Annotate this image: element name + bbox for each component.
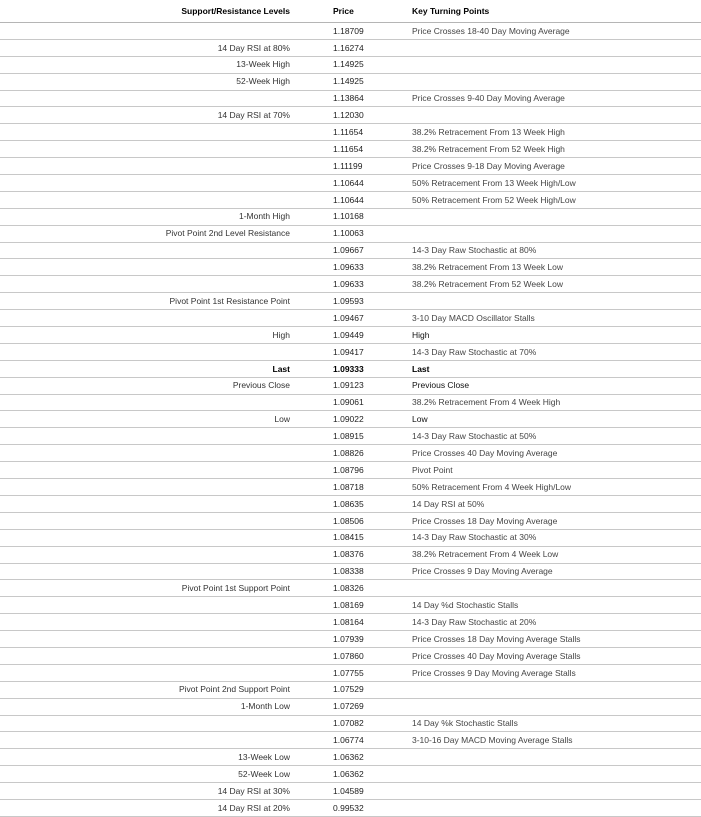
spacer-cell: [300, 327, 333, 344]
level-cell: [0, 428, 300, 445]
table-row: [0, 631, 701, 648]
turning-point-cell: Price Crosses 9-40 Day Moving Average: [412, 90, 701, 107]
turning-point-cell: Price Crosses 18 Day Moving Average: [412, 512, 701, 529]
level-cell: 1-Month High: [0, 208, 300, 225]
price-cell: 1.09417: [333, 343, 377, 360]
level-cell: 52-Week High: [0, 73, 300, 90]
level-cell: Pivot Point 2nd Support Point: [0, 681, 300, 698]
level-cell: 14 Day RSI at 20%: [0, 799, 300, 816]
table-row: [0, 732, 701, 749]
turning-points-column-header: Key Turning Points: [412, 0, 701, 23]
level-cell: Previous Close: [0, 377, 300, 394]
spacer-cell: [377, 225, 412, 242]
turning-point-cell: 38.2% Retracement From 4 Week Low: [412, 546, 701, 563]
level-cell: 13-Week Low: [0, 749, 300, 766]
price-cell: 1.09449: [333, 327, 377, 344]
spacer-cell: [300, 647, 333, 664]
spacer-cell: [300, 799, 333, 816]
price-cell: 0.99532: [333, 799, 377, 816]
spacer-cell: [300, 766, 333, 783]
table-row: [0, 664, 701, 681]
spacer-cell: [377, 310, 412, 327]
spacer-cell: [377, 377, 412, 394]
table-row: [0, 327, 701, 344]
table-row: [0, 681, 701, 698]
spacer-cell: [300, 158, 333, 175]
level-cell: 13-Week High: [0, 56, 300, 73]
spacer-cell: [300, 495, 333, 512]
table-row: [0, 124, 701, 141]
level-cell: Pivot Point 1st Support Point: [0, 580, 300, 597]
table-row: [0, 343, 701, 360]
level-cell: Pivot Point 2nd Level Resistance: [0, 225, 300, 242]
price-cell: 1.09633: [333, 259, 377, 276]
price-cell: 1.07860: [333, 647, 377, 664]
spacer-cell: [300, 191, 333, 208]
table-row: [0, 580, 701, 597]
table-row: [0, 411, 701, 428]
turning-point-cell: High: [412, 327, 701, 344]
spacer-cell: [300, 681, 333, 698]
spacer-cell: [300, 141, 333, 158]
spacer-cell: [300, 698, 333, 715]
level-cell: 14 Day RSI at 30%: [0, 783, 300, 800]
spacer-cell: [377, 445, 412, 462]
table-row: [0, 141, 701, 158]
spacer-cell: [300, 259, 333, 276]
level-cell: [0, 394, 300, 411]
price-cell: 1.06362: [333, 749, 377, 766]
table-row: [0, 242, 701, 259]
spacer-cell: [300, 293, 333, 310]
price-cell: 1.08915: [333, 428, 377, 445]
table-row: [0, 90, 701, 107]
table-row: [0, 394, 701, 411]
table-row: [0, 191, 701, 208]
spacer-cell: [300, 56, 333, 73]
table-body: [0, 23, 701, 817]
spacer-cell: [377, 715, 412, 732]
spacer-cell: [377, 124, 412, 141]
price-cell: 1.09633: [333, 276, 377, 293]
price-cell: 1.08169: [333, 597, 377, 614]
spacer-cell: [377, 580, 412, 597]
level-cell: [0, 445, 300, 462]
table-row: [0, 698, 701, 715]
spacer-cell: [300, 614, 333, 631]
price-cell: 1.08796: [333, 462, 377, 479]
price-cell: 1.09593: [333, 293, 377, 310]
level-cell: [0, 479, 300, 496]
spacer-cell: [300, 445, 333, 462]
table-row: [0, 158, 701, 175]
price-cell: 1.07082: [333, 715, 377, 732]
turning-point-cell: [412, 698, 701, 715]
turning-point-cell: Price Crosses 18-40 Day Moving Average: [412, 23, 701, 40]
level-cell: [0, 546, 300, 563]
header-gap: [300, 0, 333, 23]
spacer-cell: [377, 242, 412, 259]
spacer-cell: [300, 124, 333, 141]
price-cell: 1.07755: [333, 664, 377, 681]
spacer-cell: [377, 681, 412, 698]
table-row: [0, 175, 701, 192]
spacer-cell: [377, 783, 412, 800]
spacer-cell: [377, 141, 412, 158]
turning-point-cell: [412, 208, 701, 225]
spacer-cell: [377, 529, 412, 546]
turning-point-cell: 50% Retracement From 4 Week High/Low: [412, 479, 701, 496]
level-cell: [0, 141, 300, 158]
table-row: [0, 512, 701, 529]
spacer-cell: [377, 360, 412, 377]
turning-point-cell: [412, 580, 701, 597]
table-row: [0, 715, 701, 732]
spacer-cell: [377, 563, 412, 580]
price-cell: 1.08376: [333, 546, 377, 563]
spacer-cell: [377, 479, 412, 496]
price-cell: 1.09667: [333, 242, 377, 259]
turning-point-cell: [412, 749, 701, 766]
spacer-cell: [300, 479, 333, 496]
price-cell: 1.07269: [333, 698, 377, 715]
level-cell: [0, 124, 300, 141]
table-row: [0, 479, 701, 496]
spacer-cell: [300, 225, 333, 242]
price-cell: 1.04589: [333, 783, 377, 800]
table-row: [0, 56, 701, 73]
level-cell: [0, 664, 300, 681]
price-cell: 1.09333: [333, 360, 377, 377]
turning-point-cell: Pivot Point: [412, 462, 701, 479]
spacer-cell: [377, 428, 412, 445]
spacer-cell: [377, 56, 412, 73]
turning-point-cell: 50% Retracement From 52 Week High/Low: [412, 191, 701, 208]
spacer-cell: [377, 512, 412, 529]
table-row: [0, 39, 701, 56]
spacer-cell: [300, 597, 333, 614]
price-cell: 1.08826: [333, 445, 377, 462]
level-cell: [0, 647, 300, 664]
level-cell: [0, 175, 300, 192]
spacer-cell: [377, 191, 412, 208]
level-cell: [0, 529, 300, 546]
spacer-cell: [377, 732, 412, 749]
spacer-cell: [300, 343, 333, 360]
level-cell: Last: [0, 360, 300, 377]
price-cell: 1.08164: [333, 614, 377, 631]
level-cell: Low: [0, 411, 300, 428]
turning-point-cell: 38.2% Retracement From 52 Week High: [412, 141, 701, 158]
turning-point-cell: Price Crosses 40 Day Moving Average: [412, 445, 701, 462]
turning-point-cell: 3-10 Day MACD Oscillator Stalls: [412, 310, 701, 327]
table-row: [0, 107, 701, 124]
price-cell: 1.09467: [333, 310, 377, 327]
turning-point-cell: 38.2% Retracement From 4 Week High: [412, 394, 701, 411]
turning-point-cell: [412, 56, 701, 73]
price-cell: 1.16274: [333, 39, 377, 56]
turning-point-cell: [412, 73, 701, 90]
table-row: [0, 445, 701, 462]
spacer-cell: [377, 175, 412, 192]
spacer-cell: [377, 158, 412, 175]
price-cell: 1.08635: [333, 495, 377, 512]
turning-point-cell: 14-3 Day Raw Stochastic at 70%: [412, 343, 701, 360]
spacer-cell: [300, 276, 333, 293]
price-cell: 1.14925: [333, 56, 377, 73]
turning-point-cell: 14-3 Day Raw Stochastic at 30%: [412, 529, 701, 546]
turning-point-cell: 14-3 Day Raw Stochastic at 80%: [412, 242, 701, 259]
table-row: [0, 563, 701, 580]
table-row: [0, 749, 701, 766]
spacer-cell: [300, 783, 333, 800]
turning-point-cell: Price Crosses 9-18 Day Moving Average: [412, 158, 701, 175]
spacer-cell: [300, 462, 333, 479]
spacer-cell: [377, 259, 412, 276]
table-row: [0, 225, 701, 242]
spacer-cell: [300, 732, 333, 749]
table-row: [0, 23, 701, 40]
turning-point-cell: [412, 225, 701, 242]
price-cell: 1.07939: [333, 631, 377, 648]
table-row: [0, 360, 701, 377]
spacer-cell: [377, 799, 412, 816]
spacer-cell: [377, 276, 412, 293]
spacer-cell: [377, 293, 412, 310]
turning-point-cell: 14 Day %k Stochastic Stalls: [412, 715, 701, 732]
turning-point-cell: 38.2% Retracement From 13 Week High: [412, 124, 701, 141]
spacer-cell: [300, 310, 333, 327]
spacer-cell: [300, 39, 333, 56]
spacer-cell: [300, 580, 333, 597]
level-cell: [0, 310, 300, 327]
level-cell: [0, 191, 300, 208]
level-cell: [0, 90, 300, 107]
spacer-cell: [300, 73, 333, 90]
spacer-cell: [300, 428, 333, 445]
table-row: [0, 647, 701, 664]
level-cell: [0, 259, 300, 276]
level-cell: [0, 597, 300, 614]
spacer-cell: [377, 39, 412, 56]
spacer-cell: [300, 749, 333, 766]
table-row: [0, 783, 701, 800]
header-gap: [377, 0, 412, 23]
spacer-cell: [377, 664, 412, 681]
spacer-cell: [377, 462, 412, 479]
spacer-cell: [377, 327, 412, 344]
table-row: [0, 310, 701, 327]
table-row: [0, 73, 701, 90]
turning-point-cell: Last: [412, 360, 701, 377]
price-cell: 1.11654: [333, 141, 377, 158]
level-cell: [0, 715, 300, 732]
price-cell: 1.09061: [333, 394, 377, 411]
spacer-cell: [377, 343, 412, 360]
level-cell: [0, 276, 300, 293]
turning-point-cell: [412, 107, 701, 124]
price-cell: 1.08506: [333, 512, 377, 529]
price-cell: 1.07529: [333, 681, 377, 698]
table-row: [0, 597, 701, 614]
levels-column-header: Support/Resistance Levels: [0, 0, 300, 23]
spacer-cell: [300, 631, 333, 648]
table-row: [0, 799, 701, 816]
price-cell: 1.14925: [333, 73, 377, 90]
spacer-cell: [300, 512, 333, 529]
turning-point-cell: 3-10-16 Day MACD Moving Average Stalls: [412, 732, 701, 749]
table-row: [0, 495, 701, 512]
spacer-cell: [300, 360, 333, 377]
spacer-cell: [377, 73, 412, 90]
table-row: [0, 276, 701, 293]
price-cell: 1.18709: [333, 23, 377, 40]
spacer-cell: [377, 766, 412, 783]
turning-point-cell: 38.2% Retracement From 13 Week Low: [412, 259, 701, 276]
level-cell: [0, 242, 300, 259]
spacer-cell: [300, 175, 333, 192]
level-cell: 1-Month Low: [0, 698, 300, 715]
spacer-cell: [300, 23, 333, 40]
spacer-cell: [377, 546, 412, 563]
table-row: [0, 614, 701, 631]
price-cell: 1.10168: [333, 208, 377, 225]
level-cell: [0, 343, 300, 360]
turning-point-cell: Price Crosses 18 Day Moving Average Stalls: [412, 631, 701, 648]
table-row: [0, 208, 701, 225]
level-cell: 14 Day RSI at 70%: [0, 107, 300, 124]
level-cell: [0, 512, 300, 529]
level-cell: [0, 631, 300, 648]
price-cell: 1.11654: [333, 124, 377, 141]
spacer-cell: [300, 529, 333, 546]
level-cell: 14 Day RSI at 80%: [0, 39, 300, 56]
table-row: [0, 293, 701, 310]
spacer-cell: [300, 107, 333, 124]
spacer-cell: [300, 664, 333, 681]
table-row: [0, 377, 701, 394]
spacer-cell: [377, 411, 412, 428]
price-cell: 1.08718: [333, 479, 377, 496]
spacer-cell: [377, 90, 412, 107]
spacer-cell: [377, 394, 412, 411]
turning-point-cell: [412, 766, 701, 783]
table-row: [0, 546, 701, 563]
price-cell: 1.12030: [333, 107, 377, 124]
spacer-cell: [377, 107, 412, 124]
price-cell: 1.08338: [333, 563, 377, 580]
price-cell: 1.08326: [333, 580, 377, 597]
spacer-cell: [377, 631, 412, 648]
level-cell: Pivot Point 1st Resistance Point: [0, 293, 300, 310]
turning-point-cell: 38.2% Retracement From 52 Week Low: [412, 276, 701, 293]
turning-point-cell: Price Crosses 9 Day Moving Average Stalls: [412, 664, 701, 681]
spacer-cell: [377, 208, 412, 225]
spacer-cell: [377, 495, 412, 512]
spacer-cell: [300, 411, 333, 428]
table-header: [0, 0, 701, 23]
turning-point-cell: 14 Day RSI at 50%: [412, 495, 701, 512]
turning-point-cell: Price Crosses 40 Day Moving Average Stalls: [412, 647, 701, 664]
spacer-cell: [377, 23, 412, 40]
spacer-cell: [300, 90, 333, 107]
turning-point-cell: Low: [412, 411, 701, 428]
spacer-cell: [300, 242, 333, 259]
level-cell: 52-Week Low: [0, 766, 300, 783]
level-cell: [0, 462, 300, 479]
spacer-cell: [300, 546, 333, 563]
turning-point-cell: [412, 799, 701, 816]
turning-point-cell: 14-3 Day Raw Stochastic at 20%: [412, 614, 701, 631]
spacer-cell: [300, 377, 333, 394]
price-cell: 1.06774: [333, 732, 377, 749]
price-cell: 1.06362: [333, 766, 377, 783]
price-cell: 1.11199: [333, 158, 377, 175]
turning-point-cell: 14-3 Day Raw Stochastic at 50%: [412, 428, 701, 445]
turning-point-cell: [412, 293, 701, 310]
spacer-cell: [300, 563, 333, 580]
spacer-cell: [377, 749, 412, 766]
price-cell: 1.08415: [333, 529, 377, 546]
price-cell: 1.09123: [333, 377, 377, 394]
price-cell: 1.13864: [333, 90, 377, 107]
level-cell: [0, 495, 300, 512]
turning-point-cell: Previous Close: [412, 377, 701, 394]
turning-point-cell: 14 Day %d Stochastic Stalls: [412, 597, 701, 614]
spacer-cell: [300, 715, 333, 732]
level-cell: [0, 23, 300, 40]
level-cell: [0, 158, 300, 175]
turning-point-cell: Price Crosses 9 Day Moving Average: [412, 563, 701, 580]
turning-point-cell: [412, 681, 701, 698]
spacer-cell: [377, 698, 412, 715]
price-cell: 1.10644: [333, 175, 377, 192]
spacer-cell: [377, 597, 412, 614]
table-row: [0, 428, 701, 445]
turning-point-cell: [412, 39, 701, 56]
header-row: [0, 0, 701, 23]
spacer-cell: [377, 647, 412, 664]
spacer-cell: [300, 394, 333, 411]
price-cell: 1.09022: [333, 411, 377, 428]
table-row: [0, 259, 701, 276]
price-cell: 1.10644: [333, 191, 377, 208]
price-cell: 1.10063: [333, 225, 377, 242]
price-column-header: Price: [333, 0, 377, 23]
spacer-cell: [377, 614, 412, 631]
table-row: [0, 766, 701, 783]
turning-point-cell: 50% Retracement From 13 Week High/Low: [412, 175, 701, 192]
level-cell: [0, 563, 300, 580]
table-row: [0, 462, 701, 479]
table-row: [0, 529, 701, 546]
level-cell: [0, 614, 300, 631]
level-cell: [0, 732, 300, 749]
level-cell: High: [0, 327, 300, 344]
turning-point-cell: [412, 783, 701, 800]
spacer-cell: [300, 208, 333, 225]
